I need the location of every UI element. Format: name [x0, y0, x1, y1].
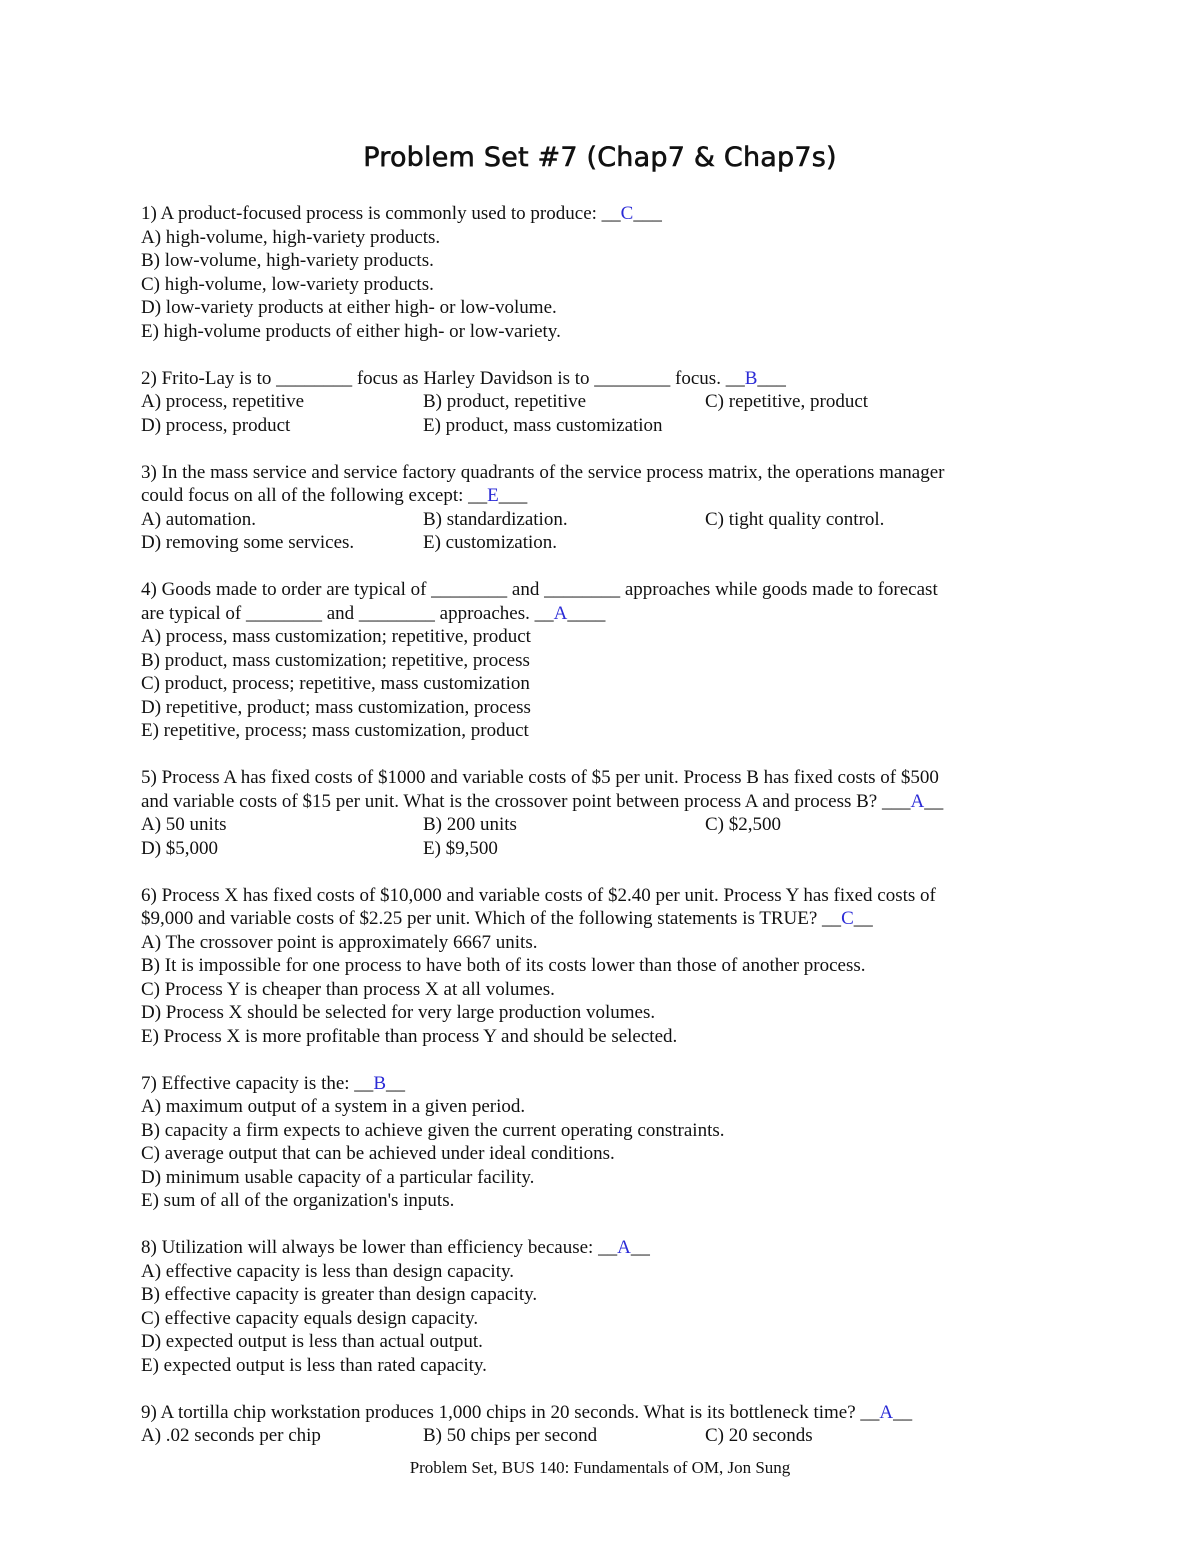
question-1-option-d: D) low-variety products at either high- or low-volume.	[141, 297, 557, 318]
question-1	[141, 202, 1071, 343]
question-3-option-b: B) standardization.	[423, 508, 568, 530]
question-1-stem: 1) A product-focused process is commonly used to produce: __C___	[141, 203, 662, 224]
question-1-option-c: C) high-volume, low-variety products.	[141, 273, 434, 295]
page-footer: Problem Set, BUS 140: Fundamentals of OM, Jon Sung	[409, 1458, 791, 1477]
question-9-option-c: C) 20 seconds	[705, 1425, 813, 1446]
question-5-option-a: A) 50 units	[141, 814, 227, 835]
question-6-option-d: D) Process X should be selected for very large production volumes.	[141, 1002, 656, 1023]
question-5-option-d: D) $5,000	[141, 837, 219, 859]
question-3-option-a: A) automation.	[141, 508, 257, 530]
question-5-answer: A	[910, 790, 925, 812]
question-5-stem-line-1: 5) Process A has fixed costs of $1000 and variable costs of $5 per unit. Process B has fixed costs of $500	[141, 767, 939, 788]
question-6-option-e: E) Process X is more profitable than process Y and should be selected.	[141, 1025, 678, 1047]
question-5-stem-line-2: and variable costs of $15 per unit. What is the crossover point between process A and process B? ___A__	[141, 790, 944, 812]
question-2-option-d: D) process, product	[141, 414, 291, 436]
question-8-option-a: A) effective capacity is less than design capacity.	[141, 1260, 514, 1282]
question-4-option-a: A) process, mass customization; repetitive, product	[141, 626, 531, 647]
question-3-option-c: C) tight quality control.	[705, 508, 885, 530]
question-5-option-c: C) $2,500	[705, 814, 781, 835]
question-9	[141, 1401, 1071, 1448]
page-title: Problem Set #7 (Chap7 & Chap7s)	[363, 142, 837, 173]
question-5-options-row-2	[141, 837, 1071, 861]
question-4-stem-line-1: 4) Goods made to order are typical of ________ and ________ approaches while goods made to forecast	[141, 579, 938, 600]
question-3-option-d: D) removing some services.	[141, 532, 355, 553]
question-8-option-c: C) effective capacity equals design capacity.	[141, 1307, 479, 1329]
question-8-stem: 8) Utilization will always be lower than efficiency because: __A__	[141, 1237, 650, 1258]
question-8-option-d: D) expected output is less than actual output.	[141, 1331, 483, 1352]
question-4	[141, 578, 1071, 743]
question-4-stem-line-2: are typical of ________ and ________ approaches. __A____	[141, 602, 606, 624]
question-5-option-e: E) $9,500	[423, 837, 498, 859]
question-7-answer: B	[373, 1072, 386, 1094]
question-list	[141, 202, 1071, 1471]
question-3-option-e: E) customization.	[423, 532, 558, 553]
question-2-stem: 2) Frito-Lay is to ________ focus as Harley Davidson is to ________ focus. __B___	[141, 367, 786, 389]
question-1-answer: C	[620, 203, 634, 224]
question-7	[141, 1072, 1071, 1213]
question-2-option-c: C) repetitive, product	[705, 391, 869, 412]
question-6-answer: C	[841, 908, 854, 929]
question-4-option-e: E) repetitive, process; mass customization, product	[141, 720, 529, 741]
question-7-option-d: D) minimum usable capacity of a particular facility.	[141, 1166, 535, 1188]
question-6-option-b: B) It is impossible for one process to have both of its costs lower than those of another process.	[141, 955, 866, 976]
question-6-option-c: C) Process Y is cheaper than process X at all volumes.	[141, 978, 555, 1000]
question-9-option-a: A) .02 seconds per chip	[141, 1425, 321, 1446]
question-4-option-c: C) product, process; repetitive, mass customization	[141, 673, 530, 694]
question-3-options-row-2	[141, 531, 1071, 555]
question-8-answer: A	[617, 1237, 631, 1258]
question-5	[141, 766, 1071, 860]
question-6-stem-line-2: $9,000 and variable costs of $2.25 per unit. Which of the following statements is TRUE? __C__	[141, 908, 873, 929]
question-6-stem-line-1: 6) Process X has fixed costs of $10,000 and variable costs of $2.40 per unit. Process Y has fixed costs of	[141, 884, 936, 906]
question-2-option-e: E) product, mass customization	[423, 414, 663, 436]
question-6-option-a: A) The crossover point is approximately 6667 units.	[141, 931, 538, 953]
question-2-option-a: A) process, repetitive	[141, 391, 305, 412]
question-1-option-e: E) high-volume products of either high- or low-variety.	[141, 320, 561, 342]
question-8	[141, 1236, 1071, 1377]
question-4-option-b: B) product, mass customization; repetitive, process	[141, 649, 530, 671]
question-9-option-b: B) 50 chips per second	[423, 1425, 598, 1446]
question-7-option-b: B) capacity a firm expects to achieve given the current operating constraints.	[141, 1119, 725, 1141]
question-8-option-e: E) expected output is less than rated capacity.	[141, 1354, 487, 1376]
question-7-option-c: C) average output that can be achieved under ideal conditions.	[141, 1143, 615, 1164]
question-7-option-a: A) maximum output of a system in a given period.	[141, 1096, 526, 1117]
question-9-options-row-1	[141, 1424, 1071, 1448]
question-3-answer: E	[487, 485, 499, 506]
question-3-options-row-1	[141, 508, 1071, 532]
question-9-answer: A	[879, 1401, 894, 1423]
question-3-stem-line-2: could focus on all of the following except: __E___	[141, 485, 528, 506]
question-7-stem: 7) Effective capacity is the: __B__	[141, 1072, 405, 1094]
question-7-option-e: E) sum of all of the organization's inputs.	[141, 1190, 455, 1211]
question-6	[141, 884, 1071, 1049]
question-2-options-row-2	[141, 414, 1071, 438]
question-4-answer: A	[553, 602, 568, 624]
question-8-option-b: B) effective capacity is greater than design capacity.	[141, 1284, 538, 1305]
question-5-options-row-1	[141, 813, 1071, 837]
question-2-options-row-1	[141, 390, 1071, 414]
question-4-option-d: D) repetitive, product; mass customization, process	[141, 696, 531, 718]
question-3	[141, 461, 1071, 555]
question-3-stem-line-1: 3) In the mass service and service factory quadrants of the service process matrix, the operations manager	[141, 461, 945, 483]
question-2-answer: B	[744, 367, 758, 389]
question-2-option-b: B) product, repetitive	[423, 391, 587, 412]
question-1-option-a: A) high-volume, high-variety products.	[141, 226, 441, 248]
question-5-option-b: B) 200 units	[423, 814, 517, 835]
question-2	[141, 367, 1071, 438]
question-9-stem: 9) A tortilla chip workstation produces 1,000 chips in 20 seconds. What is its bottleneck time? __A__	[141, 1401, 913, 1423]
question-1-option-b: B) low-volume, high-variety products.	[141, 250, 434, 271]
